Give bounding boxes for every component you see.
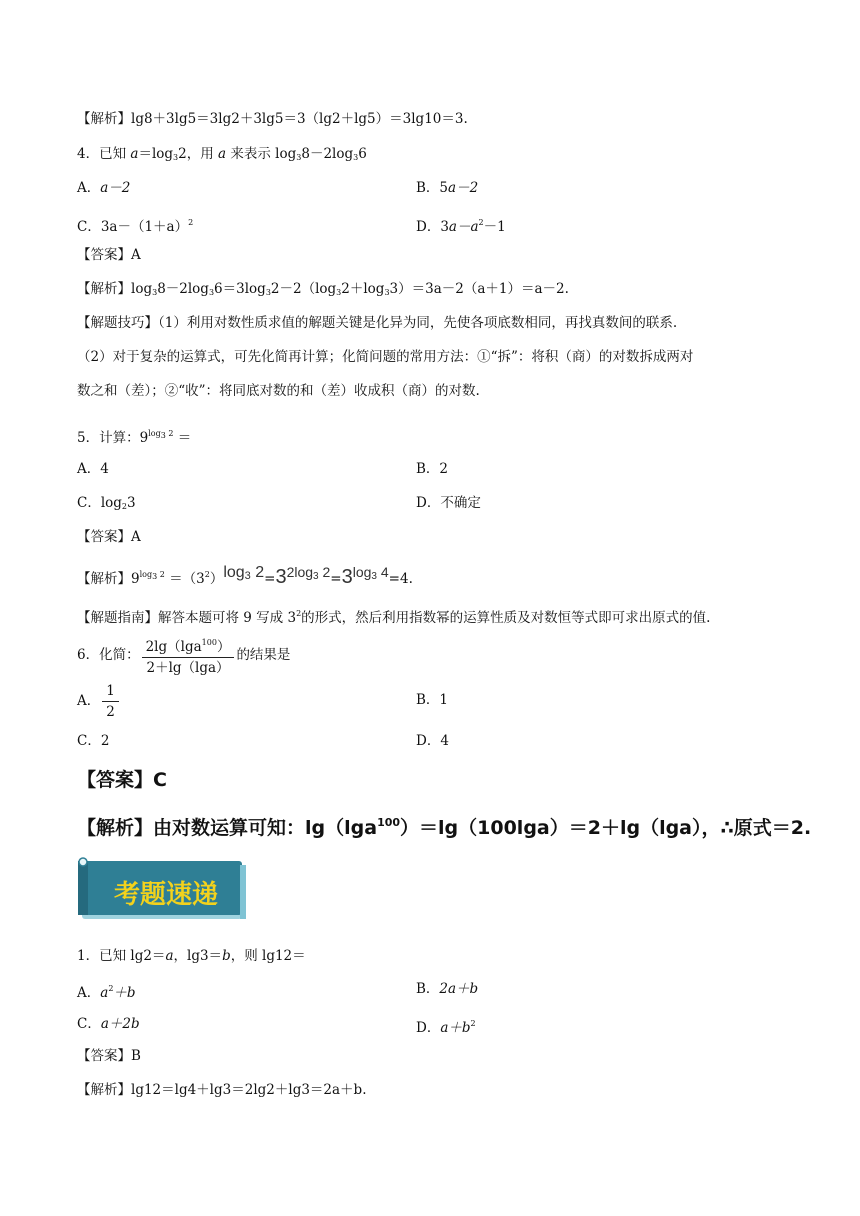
p1-option-a: A．$a^2+b$ <box>77 984 136 1001</box>
solution-prev: 【解析】lg8＋3lg5＝3lg2＋3lg5＝3（lg2＋lg5）＝3lg10＝3. <box>77 111 468 127</box>
p1-answer: 【答案】B <box>77 1048 141 1064</box>
question-6: 6．化简： $\frac{2\lg(\lg a^{100})}{2+\lg(\lg a)}$ 的结果是 <box>77 634 290 677</box>
q4-answer: 【答案】A <box>77 247 141 263</box>
q5-answer: 【答案】A <box>77 529 141 545</box>
p1-option-c: C．a＋2b <box>77 1016 140 1032</box>
q6-option-a: A． $\frac{1}{2}$ <box>77 682 121 721</box>
p1-option-d: D．$a+b^2$ <box>416 1019 476 1036</box>
q4-option-d: D．$3a-a^2-1$ <box>416 218 506 235</box>
tip-line-1: 【解题技巧】（1）利用对数性质求值的解题关键是化异为同，先使各项底数相同，再找真数间的联系. <box>77 315 678 331</box>
section-banner <box>78 857 250 927</box>
q4-solution: 【解析】$\log_38-2\log_36=3\log_32-2(\log_32+\log_33)=3a-2(a+1)=a-2$. <box>77 281 569 297</box>
q6-option-b: B．1 <box>416 692 449 708</box>
tip-line-2: （2）对于复杂的运算式，可先化简再计算；化简问题的常用方法：①“拆”：将积（商）的对数拆成两对 <box>77 349 694 365</box>
q5-guide: 【解题指南】解答本题可将 9 写成 $3^2$的形式，然后利用指数幂的运算性质及对数恒等式即可求出原式的值. <box>77 609 711 626</box>
q4-option-a: A．a－2 <box>77 180 131 196</box>
question-4: 4．已知 $a=\log_32$，用 a 来表示 $\log_38-2\log_36$ <box>77 146 367 162</box>
practice-question-1: 1．已知 lg2＝a，lg3＝b，则 lg12＝ <box>77 948 306 964</box>
p1-option-b: B．2a＋b <box>416 981 479 997</box>
q5-solution: 【解析】$9^{log_3 2} =(3^2)\log_3$ $2=3^{2log_3 2}=3^{log_3 4}=4$. <box>77 564 413 588</box>
q6-option-d: D．4 <box>416 733 449 749</box>
p1-solution: 【解析】lg12＝lg4＋lg3＝2lg2＋lg3＝2a＋b. <box>77 1082 367 1098</box>
q4-option-b: B．5a－2 <box>416 180 479 196</box>
banner-scroll-icon <box>78 857 250 927</box>
q6-solution: 【解析】由对数运算可知：lg（lga$^{100}$）＝lg（100lga）＝2＋lg（lga），∴原式＝2. <box>77 816 812 839</box>
q6-option-c: C．2 <box>77 733 110 749</box>
question-5: 5．计算：$9^{log_3 2}$ ＝ <box>77 429 192 446</box>
banner-title: 考题速递 <box>113 880 219 910</box>
tip-line-3: 数之和（差）；②“收”：将同底对数的和（差）收成积（商）的对数. <box>77 383 480 399</box>
q6-fraction: $\frac{2\lg(\lg a^{100})}{2+\lg(\lg a)}$ <box>142 634 235 677</box>
q5-option-b: B．2 <box>416 461 449 477</box>
q6-answer: 【答案】C <box>77 769 167 791</box>
q5-option-d: D．不确定 <box>416 495 481 511</box>
q5-option-a: A．4 <box>77 461 109 477</box>
q5-option-c: C．$\log_23$ <box>77 495 136 511</box>
q4-option-c: C．$3a-(1+a)^2$ <box>77 218 194 235</box>
